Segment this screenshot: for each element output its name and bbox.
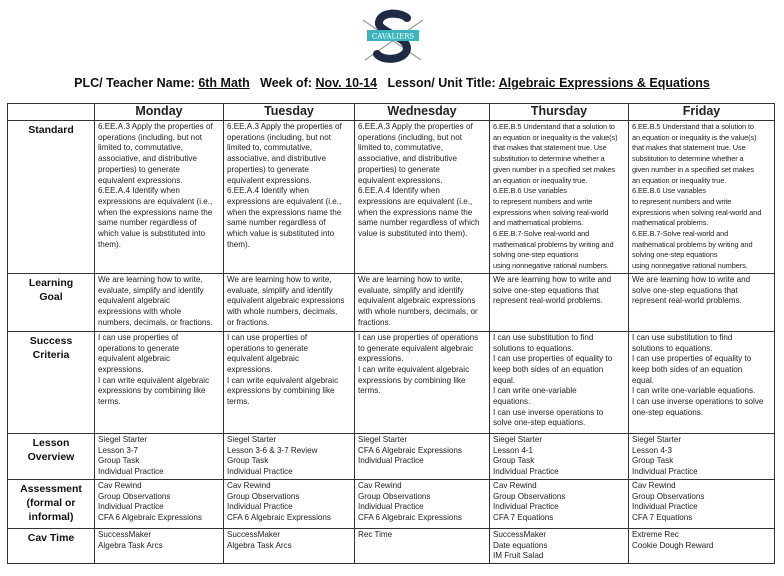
plan-cell: We are learning how to write, evaluate, simplify and identify equivalent algebraic expressions with whole numbers, decimals, or fractions. [95, 273, 224, 331]
plan-cell: We are learning how to write, evaluate, simplify and identify equivalent algebraic expressions with whole numbers, decimals, or fractions. [355, 273, 490, 331]
plan-cell: 6.EE.A.3 Apply the properties of operations (including, but not limited to, commutative, associative, and distributive properties) to generate equivalent expressions. 6.EE.A.4 Identify when expressions are equivalent (i.e., when the expressions name the same number regardless of which value is substituted into them). [95, 121, 224, 274]
day-header: Thursday [490, 104, 629, 121]
week-label: Week of: [260, 76, 312, 90]
plan-cell: We are learning how to write and solve one-step equations that represent real-world problems. [490, 273, 629, 331]
table-row [8, 433, 775, 479]
school-logo [355, 8, 431, 66]
plan-cell: Cav Rewind Group Observations Individual Practice CFA 7 Equations [490, 479, 629, 528]
plan-cell: 6.EE.A.3 Apply the properties of operations (including, but not limited to, commutative, associative, and distributive properties) to generate equivalent expressions. 6.EE.A.4 Identify when expressions are equivalent (i.e., when the expressions name the same number regardless of which value is substituted into them). [355, 121, 490, 274]
plan-cell: We are learning how to write, evaluate, simplify and identify equivalent algebraic expressions with whole numbers, decimals, or fractions. [224, 273, 355, 331]
table-row [8, 331, 775, 433]
plan-cell: SuccessMaker Date equations IM Fruit Salad [490, 528, 629, 563]
plan-cell: Cav Rewind Group Observations Individual Practice CFA 6 Algebraic Expressions [355, 479, 490, 528]
plan-cell: I can use properties of operations to generate equivalent algebraic expressions. I can write equivalent algebraic expressions by combining like terms. [95, 331, 224, 433]
plan-cell: 6.EE.B.5 Understand that a solution to an equation or inequality is the value(s) that makes that statement true. Use substitution to determine whether a given number in a specified set makes an equation or inequality true. 6.EE.B.6 Use variables to represent numbers and write expressions when solving real-world and mathematical problems. 6.EE.B.7-Solve real-world and mathematical problems by writing and solving one-step equations using nonnegative rational numbers. [490, 121, 629, 274]
plan-cell: Extreme Rec Cookie Dough Reward [629, 528, 775, 563]
row-label: Cav Time [8, 528, 95, 563]
plan-cell: I can use properties of operations to generate equivalent algebraic expressions. I can write equivalent algebraic expressions by combining like terms. [224, 331, 355, 433]
plan-cell: I can use properties of operations to generate equivalent algebraic expressions. I can write equivalent algebraic expressions by combining like terms. [355, 331, 490, 433]
row-label: Assessment (formal or informal) [8, 479, 95, 528]
row-label: Success Criteria [8, 331, 95, 433]
plan-cell: SuccessMaker Algebra Task Arcs [95, 528, 224, 563]
row-label: Learning Goal [8, 273, 95, 331]
day-header: Tuesday [224, 104, 355, 121]
svg-text:CAVALIERS: CAVALIERS [371, 32, 415, 41]
lesson-plan-table [7, 103, 775, 564]
plan-cell: Siegel Starter CFA 6 Algebraic Expressions Individual Practice [355, 433, 490, 479]
row-label: Lesson Overview [8, 433, 95, 479]
plan-cell: I can use substitution to find solutions to equations. I can use properties of equality to keep both sides of an equation equal. I can write one-variable equations. I can use inverse operations to solve one-step equations. [629, 331, 775, 433]
day-header: Friday [629, 104, 775, 121]
table-row [8, 528, 775, 563]
plan-cell: Cav Rewind Group Observations Individual Practice CFA 7 Equations [629, 479, 775, 528]
row-label: Standard [8, 121, 95, 274]
unit-label: Lesson/ Unit Title: [387, 76, 496, 90]
plan-cell: Siegel Starter Lesson 4-3 Group Task Individual Practice [629, 433, 775, 479]
teacher-label: PLC/ Teacher Name: [74, 76, 195, 90]
day-header-row [8, 104, 775, 121]
table-row [8, 479, 775, 528]
plan-cell: I can use substitution to find solutions to equations. I can use properties of equality to keep both sides of an equation equal. I can write one-variable equations. I can use inverse operations to solve one-step equations. [490, 331, 629, 433]
plan-header [0, 76, 784, 90]
plan-cell: Siegel Starter Lesson 3-6 & 3-7 Review Group Task Individual Practice [224, 433, 355, 479]
plan-cell: Siegel Starter Lesson 4-1 Group Task Individual Practice [490, 433, 629, 479]
teacher-value: 6th Math [198, 76, 250, 90]
plan-cell: 6.EE.A.3 Apply the properties of operations (including, but not limited to, commutative, associative, and distributive properties) to generate equivalent expressions. 6.EE.A.4 Identify when expressions are equivalent (i.e., when the expressions name the same number regardless of which value is substituted into them). [224, 121, 355, 274]
day-header: Monday [95, 104, 224, 121]
plan-cell: Rec Time [355, 528, 490, 563]
plan-cell: We are learning how to write and solve one-step equations that represent real-world problems. [629, 273, 775, 331]
plan-cell: Siegel Starter Lesson 3-7 Group Task Individual Practice [95, 433, 224, 479]
plan-cell: 6.EE.B.5 Understand that a solution to an equation or inequality is the value(s) that makes that statement true. Use substitution to determine whether a given number in a specified set makes an equation or inequality true. 6.EE.B.6 Use variables to represent numbers and write expressions when solving real-world and mathematical problems. 6.EE.B.7-Solve real-world and mathematical problems by writing and solving one-step equations using nonnegative rational numbers. [629, 121, 775, 274]
plan-cell: SuccessMaker Algebra Task Arcs [224, 528, 355, 563]
day-header: Wednesday [355, 104, 490, 121]
table-row [8, 121, 775, 274]
corner-cell [8, 104, 95, 121]
table-row [8, 273, 775, 331]
unit-value: Algebraic Expressions & Equations [498, 76, 710, 90]
plan-cell: Cav Rewind Group Observations Individual Practice CFA 6 Algebraic Expressions [95, 479, 224, 528]
week-value: Nov. 10-14 [315, 76, 378, 90]
plan-cell: Cav Rewind Group Observations Individual Practice CFA 6 Algebraic Expressions [224, 479, 355, 528]
